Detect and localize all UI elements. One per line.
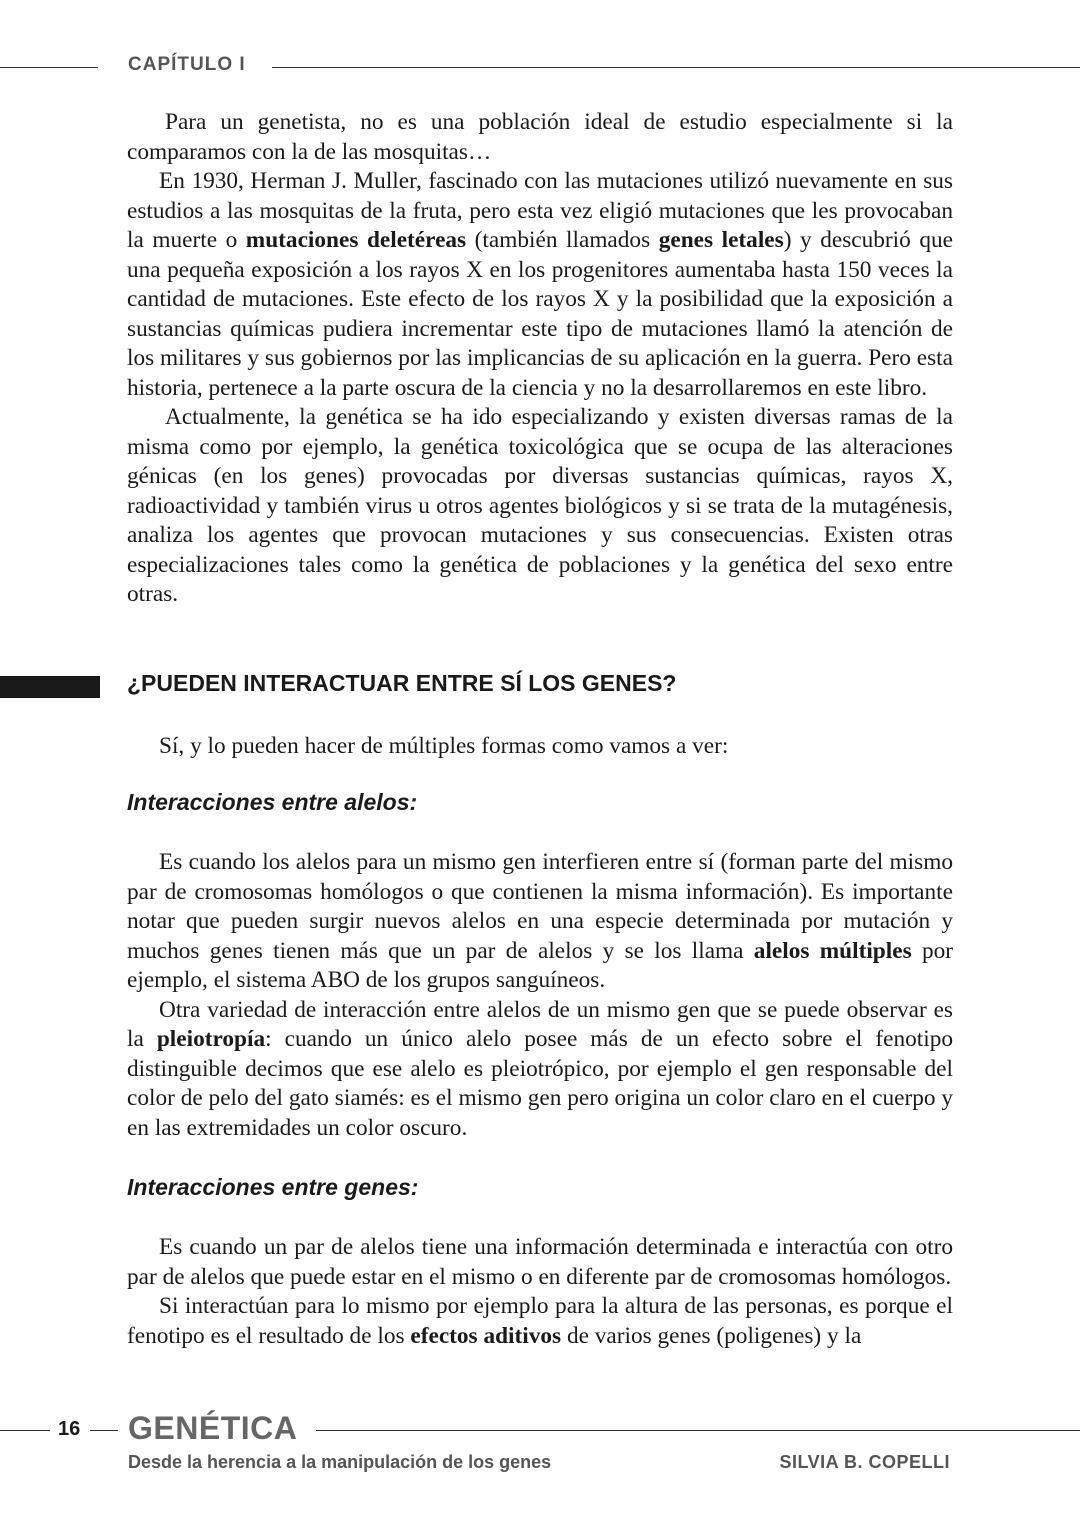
footer-rule-left [0,1430,50,1431]
footer-rule-right [316,1430,1080,1431]
paragraph: Es cuando los alelos para un mismo gen interfieren entre sí (forman parte del mismo par de cromosomas homólogos o que contienen la misma información). Es importante notar que pueden surgir nuevos alelos en una especie determinada por mutación y muchos genes tienen más que un par de alelos y se los llama alelos múltiples por ejemplo, el sistema ABO de los grupos sanguíneos. [127,849,954,993]
paragraph: Otra variedad de interacción entre alelos de un mismo gen que se puede observar es la pleiotropía: cuando un único alelo posee más de un efecto sobre el fenotipo distinguible decimos que ese alelo es pleiotrópico, por ejemplo el gen responsable del color de pelo del gato siamés: es el mismo gen pero origina un color claro en el cuerpo y en las extremidades un color oscuro. [127,996,953,1141]
intro-text [127,108,953,610]
paragraph: En 1930, Herman J. Muller, fascinado con las mutaciones utilizó nuevamente en sus estudios a las mosquitas de la fruta, pero esta vez eligió mutaciones que les provocaban la muerte o mutaciones deletéreas (también llamados genes letales) y descubrió que una pequeña exposición a los rayos X en los progenitores aumentaba hasta 150 veces la cantidad de mutaciones. Este efecto de los rayos X y la posibilidad que la exposición a sustancias químicas pudiera incrementar este tipo de mutaciones llamó la atención de los militares y sus gobiernos por las implicancias de su aplicación en la guerra. Pero esta historia, pertenece a la parte oscura de la ciencia y no la desarrollaremos en este libro. [127,168,953,401]
section-title: ¿PUEDEN INTERACTUAR ENTRE SÍ LOS GENES? [127,670,677,696]
genes-text [127,1233,953,1351]
book-title: GENÉTICA [128,1410,298,1446]
paragraph: Es cuando un par de alelos tiene una información determinada e interactúa con otro par de alelos que puede estar en el mismo o en diferente par de cromosomas homólogos. [127,1234,953,1290]
chapter-label: CAPÍTULO I [128,54,246,75]
book-author: SILVIA B. COPELLI [779,1452,950,1472]
subsection-title-genes: Interacciones entre genes: [127,1174,419,1200]
book-subtitle: Desde la herencia a la manipulación de los genes [128,1452,552,1472]
section-lead: Sí, y lo pueden hacer de múltiples formas como vamos a ver: [159,733,729,759]
paragraph: Actualmente, la genética se ha ido especializando y existen diversas ramas de la misma como por ejemplo, la genética toxicológica que se ocupa de las alteraciones génicas (en los genes) provocadas por diversas sustancias químicas, rayos X, radioactividad y también virus u otros agentes biológicos y si se trata de la mutagénesis, analiza los agentes que provocan mutaciones y sus consecuencias. Existen otras especializaciones tales como la genética de poblaciones y la genética del sexo entre otras. [127,404,953,607]
section-marker [0,676,100,698]
page-number: 16 [58,1418,81,1440]
header-rule-right [272,67,1080,68]
paragraph: Si interactúan para lo mismo por ejemplo para la altura de las personas, es porque el fenotipo es el resultado de los efectos aditivos de varios genes (poligenes) y la [127,1293,953,1349]
alelos-text [127,848,953,1143]
subsection-title-alelos: Interacciones entre alelos: [127,789,418,815]
header-rule-left [0,67,98,68]
footer-rule-mid [90,1430,118,1431]
paragraph: Para un genetista, no es una población ideal de estudio especialmente si la comparamos con la de las mosquitas… [127,109,953,165]
